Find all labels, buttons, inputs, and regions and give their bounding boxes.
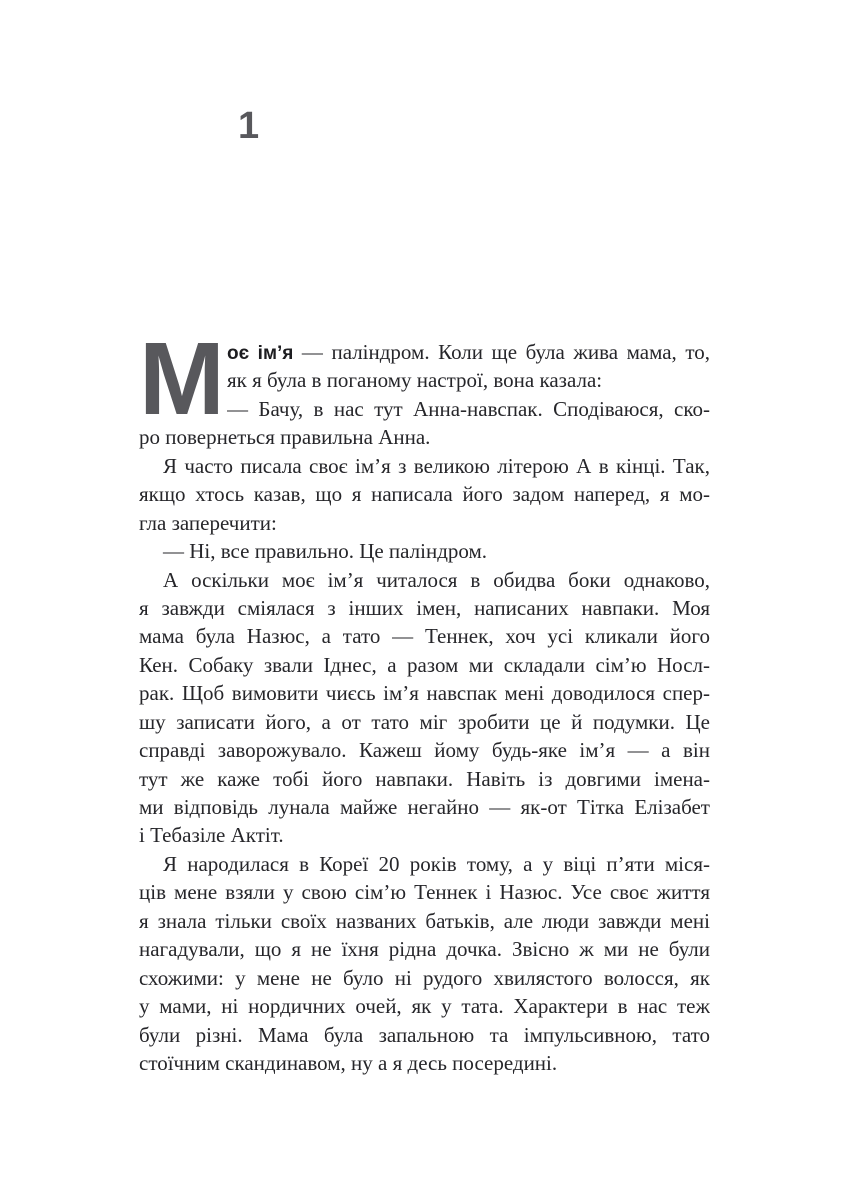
body-text-block [139,321,710,1077]
text-line: Кен. Собаку звали Іднес, а разом ми складали сім’ю Носл- [139,652,710,677]
lead-bold-text: оє ім’я [227,343,294,364]
text-line: у мами, ні нордичних очей, як у тата. Характери в нас теж [139,994,710,1019]
text-line: як я була в поганому настрої, вона казала: [227,368,603,393]
text-line: справді заворожувало. Кажеш йому будь-яке ім’я — а він [139,738,710,763]
text-line: якщо хтось казав, що я написала його задом наперед, я мо- [139,482,710,507]
text-line: схожими: у мене не було ні рудого хвилястого волосся, як [139,965,710,990]
text-line: ми відповідь лунала майже негайно — як-от Тітка Елізабет [139,795,710,819]
text-line: тут же каже тобі його навпаки. Навіть із довгими імена- [139,766,710,791]
text-line-rest: — паліндром. Коли ще була жива мама, то, [293,340,710,364]
text-line: я завжди сміялася з інших імен, написаних навпаки. Моя [139,595,710,620]
text-line: — Ні, все правильно. Це паліндром. [163,539,488,564]
text-line: нагадували, що я не їхня рідна дочка. Звісно ж ми не були [139,937,710,962]
dropcap-letter: М [139,321,225,436]
text-line: Я часто писала своє ім’я з великою літерою А в кінці. Так, [163,453,710,478]
text-line: А оскільки моє ім’я читалося в обидва боки однаково, [163,567,710,592]
chapter-number: 1 [238,105,260,147]
text-line: — Бачу, в нас тут Анна-навспак. Сподіваюся, ско- [227,396,710,421]
text-line: шу записати його, а от тато міг зробити це й подумки. Це [139,709,710,734]
text-line: я знала тільки своїх названих батьків, але люди завжди мені [139,908,710,933]
text-line: мама була Назюс, а тато — Теннек, хоч усі кликали його [139,624,710,649]
text-line: ців мене взяли у свою сім’ю Теннек і Назюс. Усе своє життя [139,880,710,905]
text-line [227,338,710,366]
text-line: ро повернеться правильна Анна. [139,425,431,450]
text-line: рак. Щоб вимовити чиєсь ім’я навспак мені доводилося спер- [139,681,710,706]
text-line: Я народилася в Кореї 20 років тому, а у віці п’яти міся- [163,851,710,876]
text-line: стоїчним скандинавом, ну а я десь посередині. [139,1050,558,1075]
text-line: гла заперечити: [139,510,277,535]
text-line: і Тебазіле Актіт. [139,823,284,848]
text-line: були різні. Мама була запальною та імпульсивною, тато [139,1022,710,1047]
